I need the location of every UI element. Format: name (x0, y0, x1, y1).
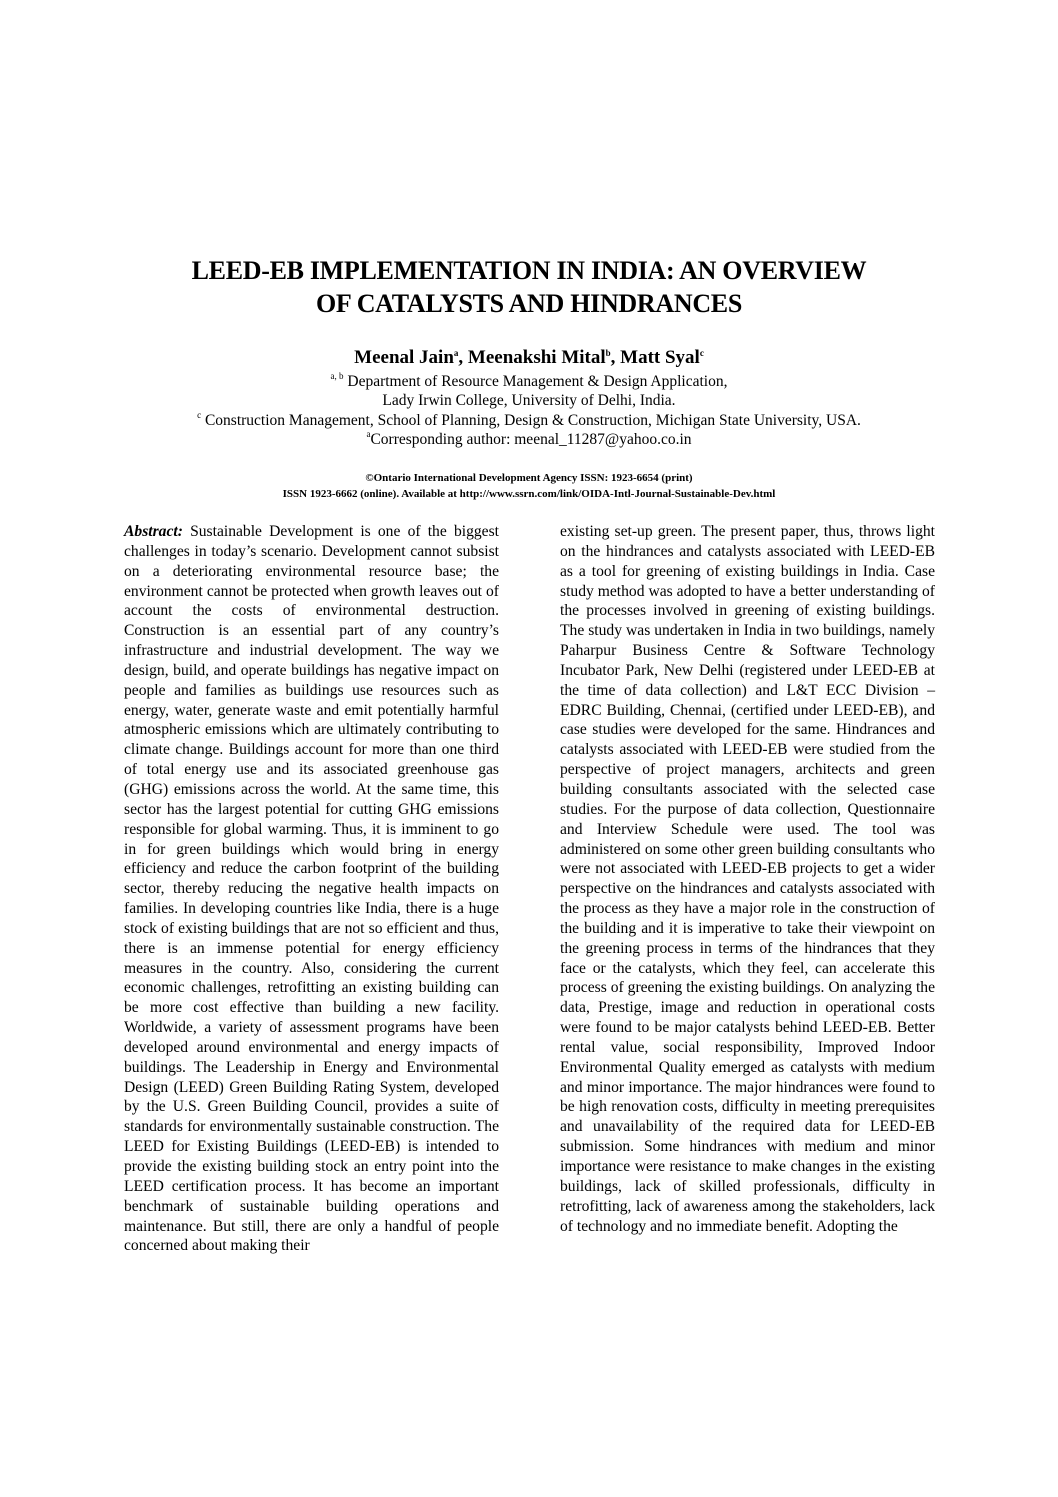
affiliation-1-text: Department of Resource Management & Design Application, (343, 373, 728, 390)
author-separator: , (458, 347, 468, 368)
affiliation-line-1 (129, 372, 929, 391)
author-3: Matt Syal (620, 347, 700, 368)
author-separator: , (610, 347, 621, 368)
corresponding-author (129, 430, 929, 449)
author-list (129, 345, 929, 371)
author-2-superscript: b (605, 348, 611, 358)
affiliation-line-2: Lady Irwin College, University of Delhi, India. (382, 392, 676, 409)
abstract-column-right (560, 522, 935, 1236)
publication-info-line-2: ISSN 1923-6662 (online). Available at http://www.ssrn.com/link/OIDA-Intl-Journal-Sustainable-Dev.html (282, 488, 776, 500)
abstract-column-left (124, 522, 499, 1256)
affiliation-line-3 (129, 411, 929, 430)
paper-title (130, 254, 928, 320)
author-3-superscript: c (699, 348, 704, 358)
title-line-1: LEED-EB IMPLEMENTATION IN INDIA: AN OVERVIEW (191, 256, 867, 285)
affiliation-3-superscript: c (197, 410, 202, 420)
author-1: Meenal Jain (354, 347, 454, 368)
affiliation-1-superscript: a, b (330, 371, 344, 381)
affiliation-3-text: Construction Management, School of Planning, Design & Construction, Michigan State University, USA. (201, 412, 861, 429)
author-2: Meenakshi Mital (467, 347, 606, 368)
corresponding-author-superscript: a (366, 429, 371, 439)
abstract-label: Abstract: (124, 523, 183, 540)
publication-info-line-1: ©Ontario International Development Agency ISSN: 1923-6654 (print) (365, 472, 693, 484)
abstract-text-right: existing set-up green. The present paper, thus, throws light on the hindrances and catalysts associated with LEED-EB as a tool for greening of existing buildings in India. Case study method was adopted to have a better understanding of the processes involved in greening of existing buildings. The study was undertaken in India in two buildings, namely Paharpur Business Centre & Software Technology Incubator Park, New Delhi (registered under LEED-EB at the time of data collection) and L&T ECC Division – EDRC Building, Chennai, (certified under LEED-EB), and case studies were developed for the same. Hindrances and catalysts associated with LEED-EB were studied from the perspective of project managers, architects and green building consultants associated with the selected case studies. For the purpose of data collection, Questionnaire and Interview Schedule were used. The tool was administered on some other green building consultants who were not associated with LEED-EB projects to get a wider perspective on the hindrances and catalysts associated with the process as they have a major role in the construction of the building and it is imperative to take their viewpoint on the greening process in terms of the hindrances that they face or the catalysts, which they feel, can accelerate this process of greening the existing buildings. On analyzing the data, Prestige, image and reduction in operational costs were found to be major catalysts behind LEED-EB. Better rental value, social responsibility, Improved Indoor Environmental Quality emerged as catalysts with medium and minor importance. The major hindrances were found to be high renovation costs, difficulty in meeting prerequisites and unavailability of the required data for LEED-EB submission. Some hindrances with medium and minor importance were resistance to make changes in the existing buildings, lack of skilled professionals, difficulty in retrofitting, lack of awareness among the stakeholders, lack of technology and no immediate benefit. Adopting the (560, 523, 935, 1235)
abstract-text-left: Sustainable Development is one of the biggest challenges in today’s scenario. Development cannot subsist on a deteriorating environmental resource base; the environment cannot be protected when growth leaves out of account the costs of environmental destruction. Construction is an essential part of any country’s infrastructure and industrial development. The way we design, build, and operate buildings has negative impact on people and families as buildings use resources such as energy, water, generate waste and emit potentially harmful atmospheric emissions which are ultimately contributing to climate change. Buildings account for more than one third of total energy use and its associated greenhouse gas (GHG) emissions across the world. At the same time, this sector has the largest potential for cutting GHG emissions responsible for global warming. Thus, it is imminent to go in for green buildings which would bring in energy efficiency and reduce the carbon footprint of the building sector, thereby reducing the negative health impacts on families. In developing countries like India, there is a huge stock of existing buildings that are not so efficient and thus, there is an immense potential for energy efficiency measures in the country. Also, considering the current economic challenges, retrofitting an existing building can be more cost effective than building a new facility. Worldwide, a variety of assessment programs have been developed around environmental and energy impacts of buildings. The Leadership in Energy and Environmental Design (LEED) Green Building Rating System, developed by the U.S. Green Building Council, provides a suite of standards for environmentally sustainable construction. The LEED for Existing Buildings (LEED-EB) is intended to provide the existing building stock an entry point into the LEED certification process. It has become an important benchmark of sustainable building operations and maintenance. But still, there are only a handful of people concerned about making their (124, 523, 499, 1255)
corresponding-author-text: Corresponding author: meenal_11287@yahoo.co.in (370, 431, 692, 448)
title-line-2: OF CATALYSTS AND HINDRANCES (315, 289, 743, 318)
abstract-paragraph-left (124, 522, 499, 1256)
author-1-superscript: a (453, 348, 459, 358)
